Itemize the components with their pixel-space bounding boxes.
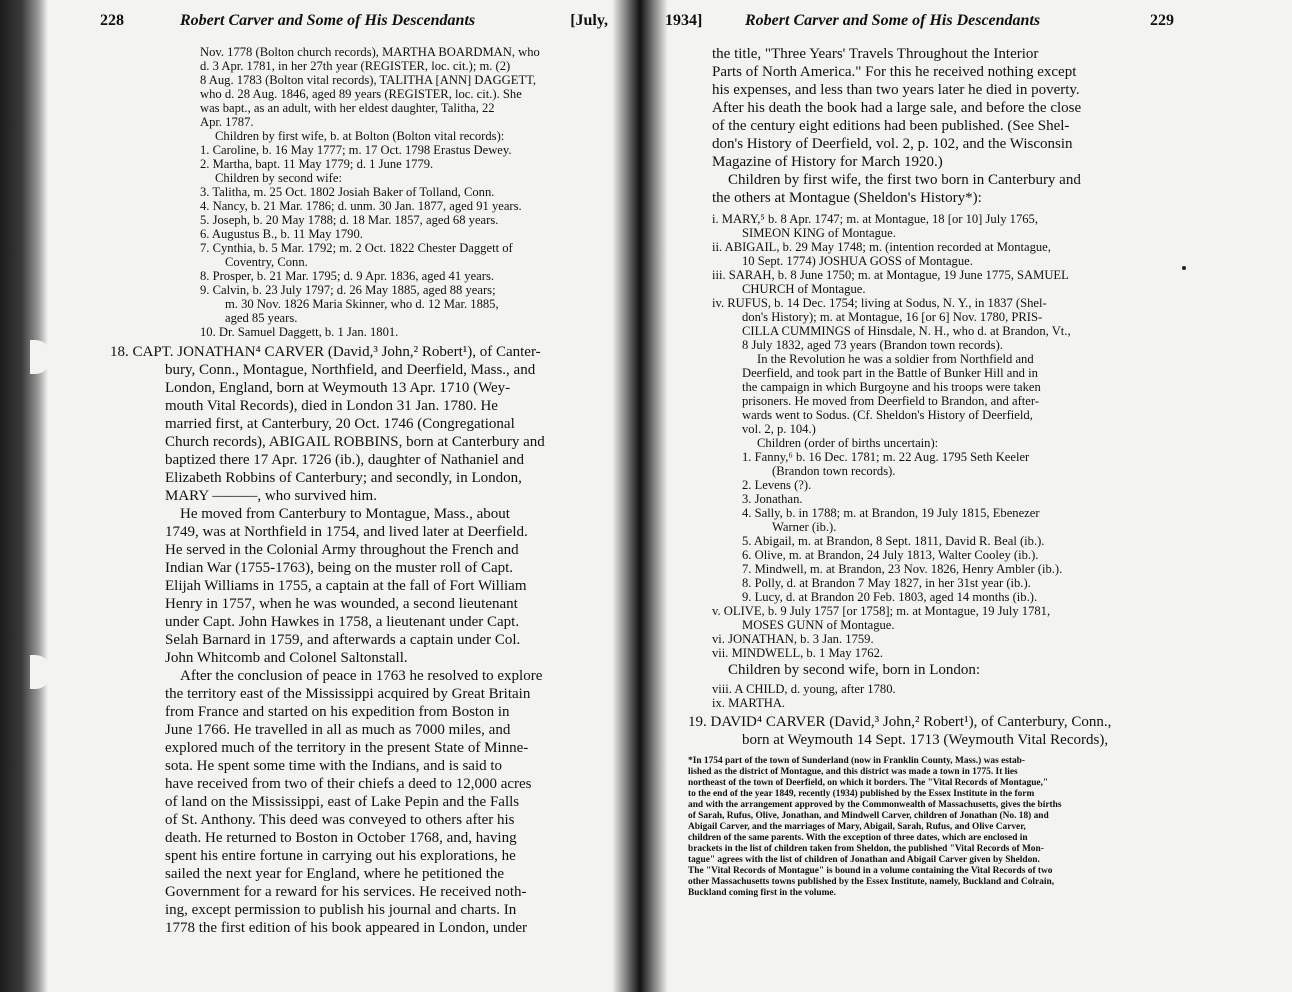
- text-line: 7. Cynthia, b. 5 Mar. 1792; m. 2 Oct. 1822 Chester Daggett of: [200, 241, 513, 255]
- text-line: of St. Anthony. This deed was conveyed to others after his: [165, 812, 515, 828]
- text-line: Government for a reward for his services. He received noth-: [165, 884, 527, 900]
- text-line: of the century eight editions had been published. (See Shel-: [712, 118, 1070, 134]
- text-line: Deerfield, and took part in the Battle of Bunker Hill and in: [742, 366, 1038, 380]
- text-line: June 1766. He travelled in all as much as 7000 miles, and: [165, 722, 511, 738]
- text-line: After his death the book had a large sale, and before the close: [712, 100, 1082, 116]
- list-item: ix. MARTHA.: [712, 696, 786, 710]
- text-line: the campaign in which Burgoyne and his troops were taken: [742, 380, 1041, 394]
- list-item: viii. A CHILD, d. young, after 1780.: [712, 682, 896, 696]
- footnote-line: children of the same parents. With the exception of three dates, which are enclosed in: [688, 833, 1028, 843]
- text-line: ing, except permission to publish his journal and charts. In: [165, 902, 517, 918]
- text-line: CILLA CUMMINGS of Hinsdale, N. H., who d. at Brandon, Vt.,: [742, 324, 1071, 338]
- footnote-line: *In 1754 part of the town of Sunderland (now in Franklin County, Mass.) was estab-: [688, 756, 1026, 766]
- text-line: CHURCH of Montague.: [742, 282, 866, 296]
- text-line: 5. Joseph, b. 20 May 1788; d. 18 Mar. 1857, aged 68 years.: [200, 213, 499, 227]
- text-line: London, England, born at Weymouth 13 Apr. 1710 (Wey-: [165, 380, 511, 396]
- text-line: John Whitcomb and Colonel Saltonstall.: [165, 650, 408, 666]
- text-line: the title, "Three Years' Travels Throughout the Interior: [712, 46, 1039, 62]
- text-line: Coventry, Conn.: [225, 255, 308, 269]
- footnote-line: of Sarah, Rufus, Olive, Jonathan, and Mindwell Carver, children of Jonathan (No. 18) and: [688, 811, 1049, 821]
- text-line: Church records), ABIGAIL ROBBINS, born at Canterbury and: [165, 434, 545, 450]
- text-line: sailed the next year for England, where he petitioned the: [165, 866, 505, 882]
- scan-shadow-left: [0, 0, 48, 992]
- text-line: After the conclusion of peace in 1763 he resolved to explore: [180, 668, 543, 684]
- text-line: Nov. 1778 (Bolton church records), MARTHA BOARDMAN, who: [200, 45, 540, 59]
- text-line: Children by first wife, the first two born in Canterbury and: [728, 172, 1081, 188]
- list-item: i. MARY,⁵ b. 8 Apr. 1747; m. at Montague, 18 [or 10] July 1765,: [712, 212, 1038, 226]
- list-item: iii. SARAH, b. 8 June 1750; m. at Montague, 19 June 1775, SAMUEL: [712, 268, 1069, 282]
- running-title: Robert Carver and Some of His Descendants: [745, 12, 1041, 29]
- text-line: born at Weymouth 14 Sept. 1713 (Weymouth Vital Records),: [742, 732, 1109, 748]
- text-line: Apr. 1787.: [200, 115, 254, 129]
- text-line: under Capt. John Hawkes in 1758, a lieutenant under Capt.: [165, 614, 520, 630]
- text-line: of land on the Mississippi, east of Lake Pepin and the Falls: [165, 794, 520, 810]
- footnote-line: Buckland coming first in the volume.: [688, 888, 836, 898]
- running-title: Robert Carver and Some of His Descendants: [180, 12, 476, 29]
- text-line: Children by second wife:: [215, 171, 342, 185]
- list-item: 4. Sally, b. in 1788; m. at Brandon, 19 July 1815, Ebenezer: [742, 506, 1040, 520]
- list-item: 8. Polly, d. at Brandon 7 May 1827, in her 31st year (ib.).: [742, 576, 1031, 590]
- list-item: 9. Lucy, d. at Brandon 20 Feb. 1803, aged 14 months (ib.).: [742, 590, 1038, 604]
- text-line: his expenses, and less than two years later he died in poverty.: [712, 82, 1080, 98]
- footnote-line: other Massachusetts towns published by the Essex Institute, namely, Buckland and Colrain,: [688, 877, 1055, 887]
- text-line: bury, Conn., Montague, Northfield, and Deerfield, Mass., and: [165, 362, 536, 378]
- text-line: who d. 28 Aug. 1846, aged 89 years (REGISTER, loc. cit.). She: [200, 87, 522, 101]
- text-line: from France and started on his expedition from Boston in: [165, 704, 510, 720]
- list-item: 3. Jonathan.: [742, 492, 803, 506]
- text-line: have received from two of their chiefs a deed to 12,000 acres: [165, 776, 532, 792]
- text-line: m. 30 Nov. 1826 Maria Skinner, who d. 12 Mar. 1885,: [225, 297, 499, 311]
- text-line: 1749, was at Northfield in 1754, and lived later at Deerfield.: [165, 524, 528, 540]
- text-line: 2. Martha, bapt. 11 May 1779; d. 1 June 1779.: [200, 157, 434, 171]
- text-line: 8 Aug. 1783 (Bolton vital records), TALITHA [ANN] DAGGETT,: [200, 73, 537, 87]
- header-date: [July,: [570, 12, 608, 29]
- text-line: 10 Sept. 1774) JOSHUA GOSS of Montague.: [742, 254, 973, 268]
- text-line: In the Revolution he was a soldier from Northfield and: [757, 352, 1034, 366]
- text-line: MARY ———, who survived him.: [165, 488, 377, 504]
- list-item: 1. Fanny,⁶ b. 16 Dec. 1781; m. 22 Aug. 1795 Seth Keeler: [742, 450, 1030, 464]
- text-line: Children (order of births uncertain):: [757, 436, 939, 450]
- text-line: 10. Dr. Samuel Daggett, b. 1 Jan. 1801.: [200, 325, 399, 339]
- text-line: mouth Vital Records), died in London 31 Jan. 1780. He: [165, 398, 498, 414]
- footnote-line: to the end of the year 1849, recently (1934) published by the Essex Institute in the form: [688, 789, 1035, 799]
- list-item: vi. JONATHAN, b. 3 Jan. 1759.: [712, 632, 874, 646]
- text-line: d. 3 Apr. 1781, in her 27th year (REGISTER, loc. cit.); m. (2): [200, 59, 511, 73]
- text-line: don's History of Deerfield, vol. 2, p. 102, and the Wisconsin: [712, 136, 1073, 152]
- text-line: He moved from Canterbury to Montague, Mass., about: [180, 506, 510, 522]
- text-line: 9. Calvin, b. 23 July 1797; d. 26 May 1885, aged 88 years;: [200, 283, 496, 297]
- list-item: vii. MINDWELL, b. 1 May 1762.: [712, 646, 884, 660]
- footnote-line: Abigail Carver, and the marriages of Mary, Abigail, Sarah, Rufus, and Olive Carver,: [688, 822, 1026, 832]
- text-line: Children by first wife, b. at Bolton (Bolton vital records):: [215, 129, 505, 143]
- text-line: Parts of North America." For this he received nothing except: [712, 64, 1077, 80]
- list-item: iv. RUFUS, b. 14 Dec. 1754; living at Sodus, N. Y., in 1837 (Shel-: [712, 296, 1047, 310]
- text-line: 4. Nancy, b. 21 Mar. 1786; d. unm. 30 Jan. 1877, aged 91 years.: [200, 199, 522, 213]
- entry-heading: 19. DAVID⁴ CARVER (David,³ John,² Robert¹), of Canterbury, Conn.,: [688, 714, 1112, 730]
- text-line: (Brandon town records).: [772, 464, 896, 478]
- text-line: Elizabeth Robbins of Canterbury; and secondly, in London,: [165, 470, 522, 486]
- text-line: 8. Prosper, b. 21 Mar. 1795; d. 9 Apr. 1836, aged 41 years.: [200, 269, 495, 283]
- text-line: baptized there 17 Apr. 1726 (ib.), daughter of Nathaniel and: [165, 452, 525, 468]
- text-line: aged 85 years.: [225, 311, 298, 325]
- punch-hole: [30, 655, 52, 689]
- page-number: 229: [1150, 12, 1174, 29]
- text-line: don's History); m. at Montague, 16 [or 6] Nov. 1780, PRIS-: [742, 310, 1043, 324]
- text-line: the others at Montague (Sheldon's History*):: [712, 190, 982, 206]
- text-line: Indian War (1755-1763), being on the muster roll of Capt.: [165, 560, 514, 576]
- list-item: 7. Mindwell, m. at Brandon, 23 Nov. 1826, Henry Ambler (ib.).: [742, 562, 1063, 576]
- list-item: ii. ABIGAIL, b. 29 May 1748; m. (intention recorded at Montague,: [712, 240, 1051, 254]
- list-item: 5. Abigail, m. at Brandon, 8 Sept. 1811, David R. Beal (ib.).: [742, 534, 1045, 548]
- ink-speck: [1182, 266, 1186, 270]
- footnote-line: brackets in the list of children taken from Sheldon, the published "Vital Records of Mon-: [688, 844, 1044, 854]
- text-line: Selah Barnard in 1759, and afterwards a captain under Col.: [165, 632, 521, 648]
- text-line: 1. Caroline, b. 16 May 1777; m. 17 Oct. 1798 Erastus Dewey.: [200, 143, 512, 157]
- text-line: death. He returned to Boston in October 1768, and, having: [165, 830, 517, 846]
- list-item: v. OLIVE, b. 9 July 1757 [or 1758]; m. at Montague, 19 July 1781,: [712, 604, 1051, 618]
- text-line: married first, at Canterbury, 20 Oct. 1746 (Congregational: [165, 416, 515, 432]
- footnote-line: The "Vital Records of Montague" is bound in a volume containing the Vital Records of two: [688, 866, 1053, 876]
- text-line: spent his entire fortune in carrying out his explorations, he: [165, 848, 516, 864]
- text-line: Children by second wife, born in London:: [728, 662, 981, 678]
- text-line: Warner (ib.).: [772, 520, 837, 534]
- text-line: MOSES GUNN of Montague.: [742, 618, 895, 632]
- entry-heading: 18. CAPT. JONATHAN⁴ CARVER (David,³ John,² Robert¹), of Canter-: [110, 344, 541, 360]
- text-line: sota. He spent some time with the Indians, and is said to: [165, 758, 503, 774]
- text-line: Henry in 1757, when he was wounded, a second lieutenant: [165, 596, 518, 612]
- page-number: 228: [100, 12, 124, 29]
- footnote-line: lished as the district of Montague, and this district was made a town in 1775. It lies: [688, 767, 1018, 777]
- list-item: 2. Levens (?).: [742, 478, 812, 492]
- text-line: the territory east of the Mississippi acquired by Great Britain: [165, 686, 531, 702]
- list-item: 6. Olive, m. at Brandon, 24 July 1813, Walter Cooley (ib.).: [742, 548, 1039, 562]
- text-line: was bapt., as an adult, with her eldest daughter, Talitha, 22: [200, 101, 495, 115]
- footnote-line: tague" agrees with the list of children of Jonathan and Abigail Carver given by Sheldon.: [688, 855, 1040, 865]
- header-date: 1934]: [665, 12, 703, 29]
- binding-gutter: [612, 0, 668, 992]
- text-line: prisoners. He moved from Deerfield to Brandon, and after-: [742, 394, 1039, 408]
- text-line: 6. Augustus B., b. 11 May 1790.: [200, 227, 363, 241]
- running-header: [100, 12, 608, 36]
- text-line: Magazine of History for March 1920.): [712, 154, 943, 170]
- text-line: vol. 2, p. 104.): [742, 422, 816, 436]
- text-line: explored much of the territory in the present State of Minne-: [165, 740, 529, 756]
- text-line: Elijah Williams in 1755, a captain at the fall of Fort William: [165, 578, 527, 594]
- text-line: SIMEON KING of Montague.: [742, 226, 896, 240]
- text-line: wards went to Sodus. (Cf. Sheldon's History of Deerfield,: [742, 408, 1033, 422]
- punch-hole: [30, 340, 52, 374]
- text-line: 3. Talitha, m. 25 Oct. 1802 Josiah Baker of Tolland, Conn.: [200, 185, 495, 199]
- footnote-line: and with the arrangement approved by the Commonwealth of Massachusetts, gives the births: [688, 800, 1062, 810]
- text-line: 8 July 1832, aged 73 years (Brandon town records).: [742, 338, 1003, 352]
- running-header: [665, 12, 1174, 36]
- text-line: 1778 the first edition of his book appeared in London, under: [165, 920, 528, 936]
- footnote-line: northeast of the town of Deerfield, on which it borders. The "Vital Records of Montague,": [688, 778, 1049, 788]
- text-line: He served in the Colonial Army throughout the French and: [165, 542, 519, 558]
